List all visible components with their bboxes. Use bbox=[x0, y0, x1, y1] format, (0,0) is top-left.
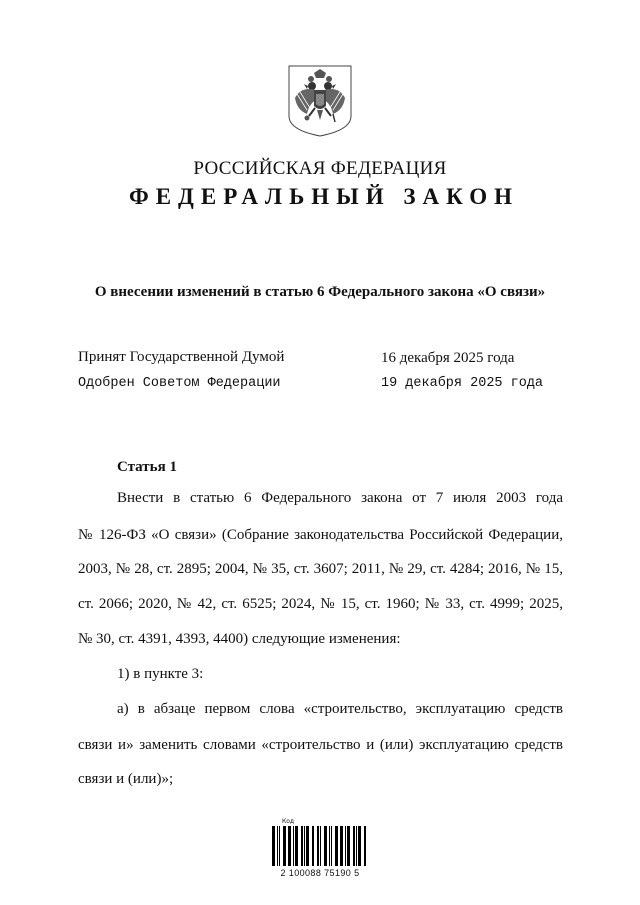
barcode-bar bbox=[329, 826, 330, 866]
barcode-bar bbox=[283, 826, 286, 866]
barcode-bar bbox=[331, 826, 332, 866]
barcode-bars bbox=[272, 826, 368, 866]
barcode-caption: Код bbox=[282, 818, 295, 825]
barcode-bar bbox=[279, 826, 280, 866]
approved-by-council-date: 19 декабря 2025 года bbox=[381, 376, 544, 391]
article-text-line: Внести в статью 6 Федерального закона от 7 июля 2003 года bbox=[117, 490, 563, 506]
approved-by-council-label: Одобрен Советом Федерации bbox=[78, 376, 281, 391]
barcode-number: 2 100088 75190 5 bbox=[280, 868, 360, 878]
barcode-bar bbox=[301, 826, 303, 866]
barcode-bar bbox=[324, 826, 327, 866]
barcode-bar bbox=[320, 826, 321, 866]
article-text-line: а) в абзаце первом слова «строительство, эксплуатацию средств bbox=[117, 701, 563, 717]
article-text-line: 1) в пункте 3: bbox=[117, 666, 204, 682]
barcode-bar bbox=[295, 826, 298, 866]
article-text-line: 2003, № 28, ст. 2895; 2004, № 35, ст. 3607; 2011, № 29, ст. 4284; 2016, № 15, bbox=[78, 561, 563, 577]
country-name: РОССИЙСКАЯ ФЕДЕРАЦИЯ bbox=[193, 158, 447, 179]
barcode-bar bbox=[347, 826, 350, 866]
barcode-bar bbox=[335, 826, 338, 866]
article-text-line: ст. 2066; 2020, № 42, ст. 6525; 2024, № 15, ст. 1960; № 33, ст. 4999; 2025, bbox=[78, 596, 563, 612]
article-heading: Статья 1 bbox=[117, 459, 177, 475]
barcode-bar bbox=[345, 826, 346, 866]
barcode bbox=[270, 818, 370, 880]
barcode-bar bbox=[317, 826, 319, 866]
barcode-bar bbox=[306, 826, 309, 866]
adopted-by-duma-date: 16 декабря 2025 года bbox=[381, 350, 515, 366]
coat-of-arms-icon bbox=[287, 64, 353, 138]
barcode-bar bbox=[304, 826, 305, 866]
barcode-bar bbox=[356, 826, 357, 866]
law-title: О внесении изменений в статью 6 Федерального закона «О связи» bbox=[94, 284, 546, 300]
document-type: ФЕДЕРАЛЬНЫЙ ЗАКОН bbox=[128, 184, 520, 209]
barcode-bar bbox=[358, 826, 361, 866]
barcode-bar bbox=[353, 826, 355, 866]
barcode-bar bbox=[340, 826, 343, 866]
barcode-bar bbox=[288, 826, 291, 866]
article-text-line: № 126-ФЗ «О связи» (Собрание законодательства Российской Федерации, bbox=[78, 527, 563, 543]
article-text-line: связи и» заменить словами «строительство и (или) эксплуатацию средств bbox=[78, 737, 563, 753]
adopted-by-duma-label: Принят Государственной Думой bbox=[78, 349, 285, 365]
barcode-bar bbox=[277, 826, 278, 866]
barcode-bar bbox=[272, 826, 275, 866]
article-text-line: № 30, ст. 4391, 4393, 4400) следующие изменения: bbox=[78, 631, 401, 647]
barcode-bar bbox=[293, 826, 294, 866]
barcode-bar bbox=[312, 826, 314, 866]
article-text-line: связи и (или)»; bbox=[78, 771, 174, 787]
barcode-bar bbox=[364, 826, 366, 866]
